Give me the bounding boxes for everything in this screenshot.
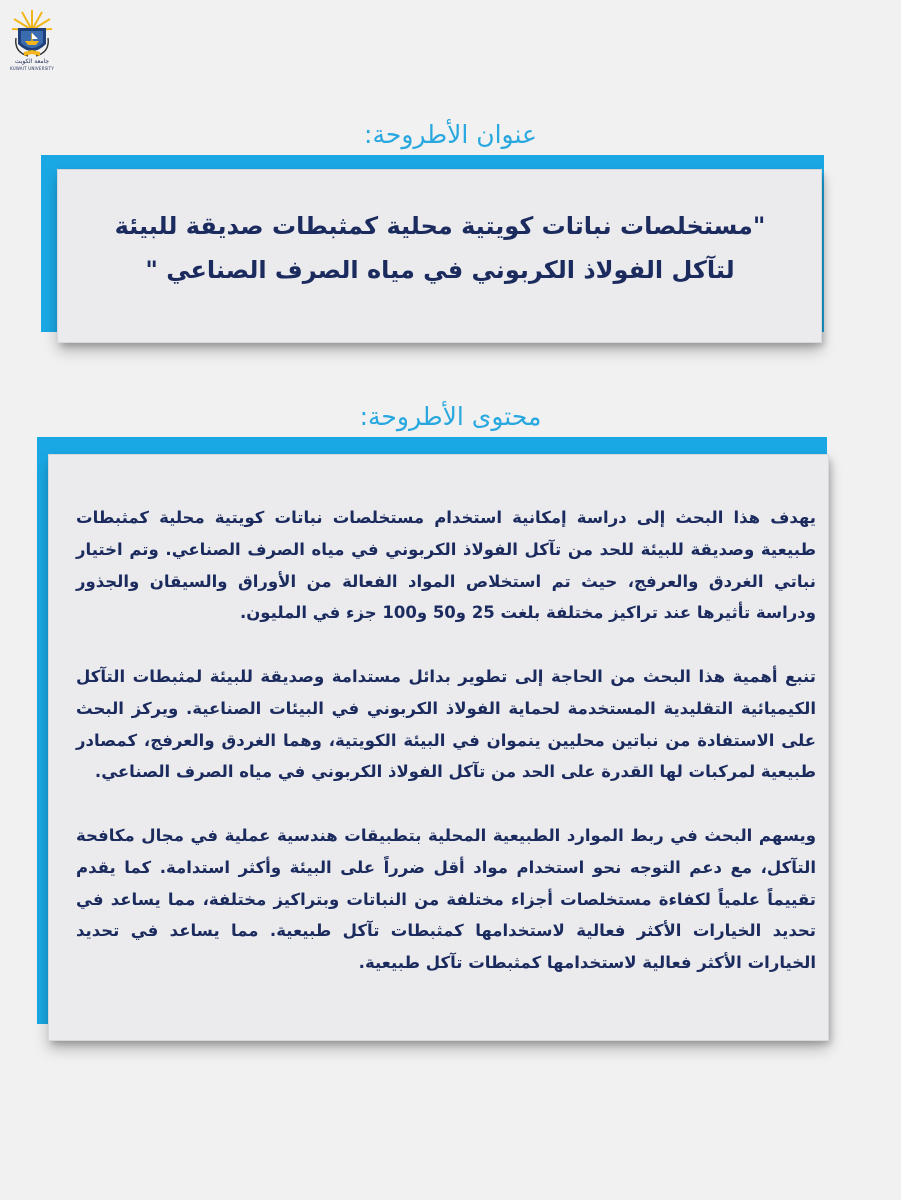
thesis-content-body bbox=[76, 502, 816, 979]
logo-caption bbox=[6, 58, 58, 72]
logo-caption-english: KUWAIT UNIVERSITY bbox=[10, 66, 54, 71]
logo-caption-arabic: جامعة الكويت bbox=[14, 58, 50, 65]
thesis-title-heading: عنوان الأطروحة: bbox=[364, 120, 537, 149]
university-emblem-icon bbox=[10, 8, 54, 62]
thesis-title: "مستخلصات نباتات كويتية محلية كمثبطات صديقة للبيئة لتآكل الفولاذ الكربوني في مياه الصرف الصناعي " bbox=[114, 212, 766, 284]
content-paragraph: تنبع أهمية هذا البحث من الحاجة إلى تطوير بدائل مستدامة وصديقة للبيئة لمثبطات التآكل الكيميائية التقليدية المستخدمة لحماية الفولاذ الكربوني في البيئات الصناعية. ويركز البحث على الاستفادة من نباتين محليين ينموان في البيئة الكويتية، وهما الغردق والعرفج، كمصادر طبيعية لمركبات لها القدرة على الحد من تآكل الفولاذ الكربوني في مياه الصرف الصناعي. bbox=[76, 666, 816, 782]
thesis-content-heading: محتوى الأطروحة: bbox=[359, 402, 542, 431]
content-paragraph: يهدف هذا البحث إلى دراسة إمكانية استخدام مستخلصات نباتات كويتية محلية كمثبطات طبيعية وصديقة للبيئة للحد من تآكل الفولاذ الكربوني في مياه الصرف الصناعي. وتم اختيار نباتي الغردق والعرفج، حيث تم استخلاص المواد الفعالة من الأوراق والسيقان والجذور ودراسة تأثيرها عند تراكيز مختلفة بلغت 25 و50 و100 جزء في المليون. bbox=[76, 508, 816, 623]
content-paragraph: ويسهم البحث في ربط الموارد الطبيعية المحلية بتطبيقات هندسية عملية في مجال مكافحة التآكل، مع دعم التوجه نحو استخدام مواد أقل ضرراً على البيئة وأكثر استدامة. كما يقدم تقييماً علمياً لكفاءة مستخلصات أجزاء مختلفة من النباتات وبتراكيز مختلفة، مما يساعد في تحديد الخيارات الأكثر فعالية لاستخدامها كمثبطات تآكل طبيعية. مما يساعد في تحديد الخيارات الأكثر فعالية لاستخدامها كمثبطات تآكل طبيعية. bbox=[76, 825, 816, 973]
